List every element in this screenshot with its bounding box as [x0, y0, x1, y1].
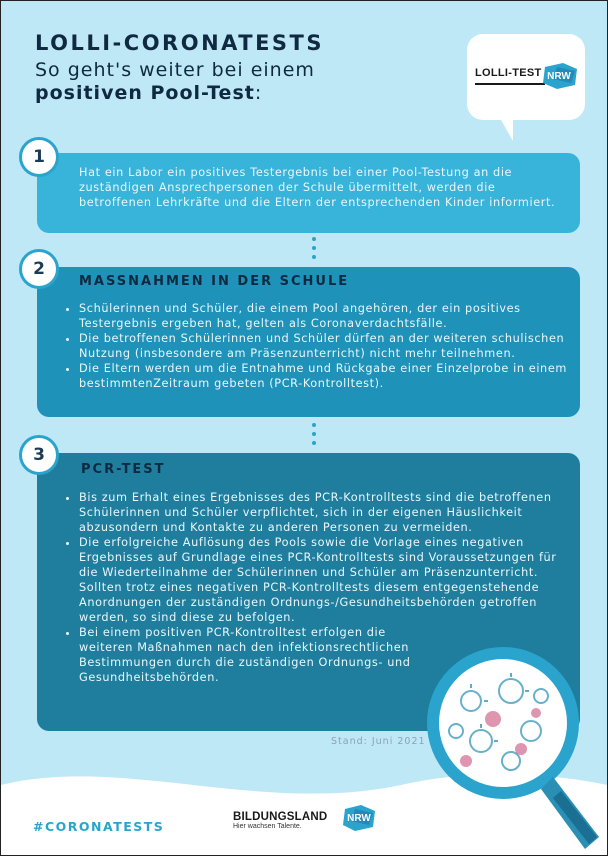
lolli-test-logo — [475, 65, 579, 91]
step1-number: 1 — [19, 137, 59, 177]
nrw-badge-icon — [341, 805, 377, 831]
logo-text: LOLLI-TEST — [475, 67, 542, 79]
speech-bubble-tail — [497, 113, 513, 141]
step1-text: Hat ein Labor ein positives Testergebnis bei einer Pool-Testung an die zuständigen Ansprechpersonen der Schule übermittelt, werden die betroffenen Lehrkräfte und die Eltern der entsprechenden Kinder informiert. — [79, 166, 556, 209]
page-subtitle-line1: So geht's weiter bei einem — [35, 59, 315, 81]
connector-dots-1 — [312, 237, 316, 264]
list-item: • Die erfolgreiche Auflösung des Pools sowie die Vorlage eines negativen Ergebnisses auf Grundlage eines PCR-Kontrolltests sind Voraussetzungen für die Wiederteilnahme der Schülerinnen und Schüler am Präsenzunterricht. Sollten trotz eines negativen PCR-Kontrolltests diesem entgegenstehende Anordnungen der zuständigen Ordnungs-/Gesundheitsbehörden getroffen werden, so sind diese zu befolgen. — [79, 535, 579, 625]
brand-text: BILDUNGSLAND — [233, 811, 328, 823]
brand-tagline: Hier wachsen Talente. — [233, 823, 302, 830]
brand-badge-text: NRW — [347, 813, 371, 824]
page-subtitle-line2 — [35, 82, 262, 104]
step2-heading: MASSNAHMEN IN DER SCHULE — [79, 274, 350, 289]
step2-list — [63, 301, 579, 391]
step2-number: 2 — [19, 249, 59, 289]
hashtag: #CORONATESTS — [33, 819, 165, 834]
list-item: • Die Eltern werden um die Entnahme und Rückgabe einer Einzelprobe in einem bestimmtenZeitraum gebeten (PCR-Kontrolltest). — [79, 361, 579, 391]
connector-dots-2 — [312, 423, 316, 450]
subtitle-colon: : — [254, 82, 263, 104]
bildungsland-logo — [233, 811, 371, 830]
stand-date: Stand: Juni 2021 — [331, 736, 426, 747]
page-title: LOLLI-CORONATESTS — [35, 31, 325, 55]
step3-number: 3 — [19, 435, 59, 475]
magnifier-virus-icon — [421, 641, 608, 856]
subtitle-bold: positiven Pool-Test — [35, 82, 255, 104]
step3-heading: PCR-TEST — [81, 462, 166, 477]
list-item: • Bis zum Erhalt eines Ergebnisses des PCR-Kontrolltests sind die betroffenen Schülerinnen und Schüler verpflichtet, sich in der eigenen Häuslichkeit abzusondern und Kontakte zu anderen Personen zu vermeiden. — [79, 490, 579, 535]
logo-badge-text: NRW — [547, 71, 571, 82]
list-item: • Die betroffenen Schülerinnen und Schüler dürfen an der weiteren schulischen Nutzung (insbesondere am Präsenzunterricht) nicht mehr teilnehmen. — [79, 331, 579, 361]
list-item: • Bei einem positiven PCR-Kontrolltest erfolgen die weiteren Maßnahmen nach den infektionsrechtlichen Bestimmungen durch die zuständigen Ordnungs- und Gesundheitsbehörden. — [79, 625, 419, 685]
list-item: • Schülerinnen und Schüler, die einem Pool angehören, der ein positives Testergebnis ergeben hat, gelten als Coronaverdachtsfälle. — [79, 301, 579, 331]
nrw-badge-icon — [541, 63, 579, 89]
logo-stick — [475, 83, 545, 85]
